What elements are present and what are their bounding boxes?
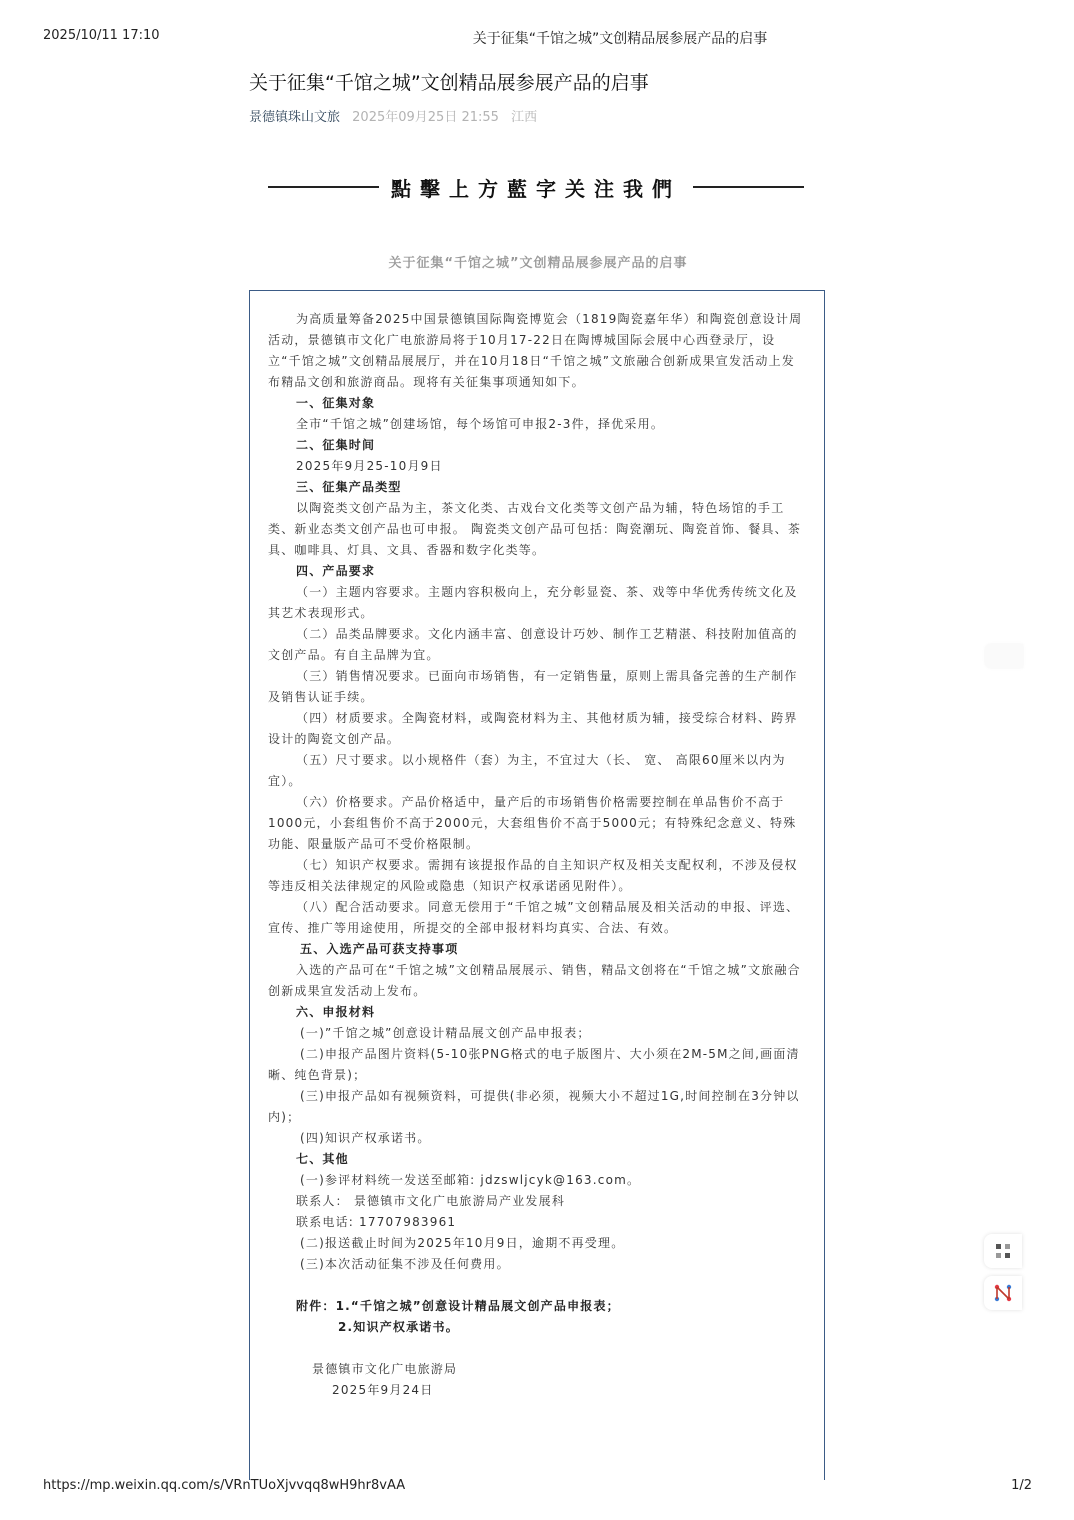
attachment-line: 附件：1.“千馆之城”创意设计精品展文创产品申报表； <box>296 1299 620 1313</box>
requirement-item: （四）材质要求。全陶瓷材料，或陶瓷材料为主、其他材质为辅，接受综合材料、跨界设计的陶瓷文创产品。 <box>268 711 798 746</box>
requirement-item: （六）价格要求。产品价格适中，量产后的市场销售价格需要控制在单品售价不高于1000元，小套组售价不高于2000元，大套组售价不高于5000元；有特殊纪念意义、特殊功能、限量版产品可不受价格限制。 <box>268 795 797 851</box>
section-heading: 一、征集对象 <box>296 396 376 410</box>
ai-glyph-icon <box>993 1283 1013 1303</box>
settings-float-icon[interactable] <box>985 644 1023 668</box>
requirement-item: （八）配合活动要求。同意无偿用于“千馆之城”文创精品展及相关活动的申报、评选、宣传、推广等用途使用，所提交的全部申报材料均真实、合法、有效。 <box>268 900 800 935</box>
document-body <box>268 309 808 1401</box>
requirement-item: （一）主题内容要求。主题内容积极向上，充分彰显瓷、茶、戏等中华优秀传统文化及其艺术表现形式。 <box>268 585 798 620</box>
document-subtitle: 关于征集“千馆之城”文创精品展参展产品的启事 <box>388 256 688 271</box>
material-item: (二)申报产品图片资料(5-10张PNG格式的电子版图片、大小须在2M-5M之间,画面清晰、纯色背景)； <box>268 1047 800 1082</box>
publish-region: 江西 <box>511 110 538 125</box>
section-heading: 五、入选产品可获支持事项 <box>300 942 459 956</box>
share-glyph-icon <box>994 1242 1012 1260</box>
section-heading: 七、其他 <box>296 1152 349 1166</box>
banner-right-line <box>693 186 804 188</box>
material-item: (一)”千馆之城”创意设计精品展文创产品申报表； <box>300 1026 591 1040</box>
requirement-item: （二）品类品牌要求。文化内涵丰富、创意设计巧妙、制作工艺精湛、科技附加值高的文创产品。有自主品牌为宜。 <box>268 627 798 662</box>
spacer <box>268 1275 808 1296</box>
article-meta <box>249 106 537 125</box>
signature-date: 2025年9月24日 <box>332 1383 434 1397</box>
account-name-link[interactable]: 景德镇珠山文旅 <box>249 110 341 125</box>
follow-banner <box>268 170 804 204</box>
section-text: 全市“千馆之城”创建场馆，每个场馆可申报2-3件，择优采用。 <box>296 417 665 431</box>
ai-assistant-icon[interactable] <box>984 1276 1022 1310</box>
section-text: 以陶瓷类文创产品为主，茶文化类、古戏台文化类等文创产品为辅，特色场馆的手工类、新业态类文创产品也可申报。 陶瓷类文创产品可包括：陶瓷潮玩、陶瓷首饰、餐具、茶具、咖啡具、灯具、文具、香器和数字化类等。 <box>268 501 802 557</box>
article-title: 关于征集“千馆之城”文创精品展参展产品的启事 <box>249 72 649 94</box>
contact-phone: 联系电话: 17707983961 <box>296 1215 457 1229</box>
material-item: (三)申报产品如有视频资料，可提供(非必须，视频大小不超过1G,时间控制在3分钟以内)； <box>268 1089 800 1124</box>
intro-paragraph: 为高质量筹备2025中国景德镇国际陶瓷博览会（1819陶瓷嘉年华）和陶瓷创意设计周活动，景德镇市文化广电旅游局将于10月17-22日在陶博城国际会展中心西登录厅，设立“千馆之城”文创精品展展厅，并在10月18日“千馆之城”文旅融合创新成果宣发活动上发布精品文创和旅游商品。现将有关征集事项通知如下。 <box>268 312 803 389</box>
requirement-item: （三）销售情况要求。已面向市场销售，有一定销售量，原则上需具备完善的生产制作及销售认证手续。 <box>268 669 798 704</box>
section-heading: 六、申报材料 <box>296 1005 376 1019</box>
section-heading: 四、产品要求 <box>296 564 376 578</box>
print-page-title: 关于征集“千馆之城”文创精品展参展产品的启事 <box>472 31 768 47</box>
section-text: 入选的产品可在“千馆之城”文创精品展展示、销售，精品文创将在“千馆之城”文旅融合创新成果宣发活动上发布。 <box>268 963 801 998</box>
deadline-line: (二)报送截止时间为2025年10月9日，逾期不再受理。 <box>300 1236 625 1250</box>
section-heading: 二、征集时间 <box>296 438 376 452</box>
spacer <box>268 1338 808 1359</box>
requirement-item: （七）知识产权要求。需拥有该提报作品的自主知识产权及相关支配权利，不涉及侵权等违反相关法律规定的风险或隐患（知识产权承诺函见附件）。 <box>268 858 798 893</box>
publish-date: 2025年09月25日 21:55 <box>352 110 499 125</box>
print-datetime: 2025/10/11 17:10 <box>43 28 160 43</box>
follow-banner-text: 點擊上方藍字关注我們 <box>391 176 681 201</box>
email-line: (一)参评材料统一发送至邮箱: jdzswljcyk@163.com。 <box>300 1173 641 1187</box>
contact-person: 联系人： 景德镇市文化广电旅游局产业发展科 <box>296 1194 566 1208</box>
document-frame <box>249 290 825 1480</box>
fee-line: (三)本次活动征集不涉及任何费用。 <box>300 1257 510 1271</box>
attachment-line: 2.知识产权承诺书。 <box>338 1320 459 1334</box>
banner-left-line <box>268 186 379 188</box>
signature-org: 景德镇市文化广电旅游局 <box>312 1362 458 1376</box>
share-icon[interactable] <box>984 1234 1022 1268</box>
print-url: https://mp.weixin.qq.com/s/VRnTUoXjvvqq8wH9hr8vAA <box>43 1478 406 1493</box>
material-item: (四)知识产权承诺书。 <box>300 1131 431 1145</box>
requirement-item: （五）尺寸要求。以小规格件（套）为主，不宜过大（长、 宽、 高限60厘米以内为宜）。 <box>268 753 786 788</box>
print-page-number: 1/2 <box>1011 1478 1032 1493</box>
section-heading: 三、征集产品类型 <box>296 480 402 494</box>
section-text: 2025年9月25-10月9日 <box>296 459 443 473</box>
